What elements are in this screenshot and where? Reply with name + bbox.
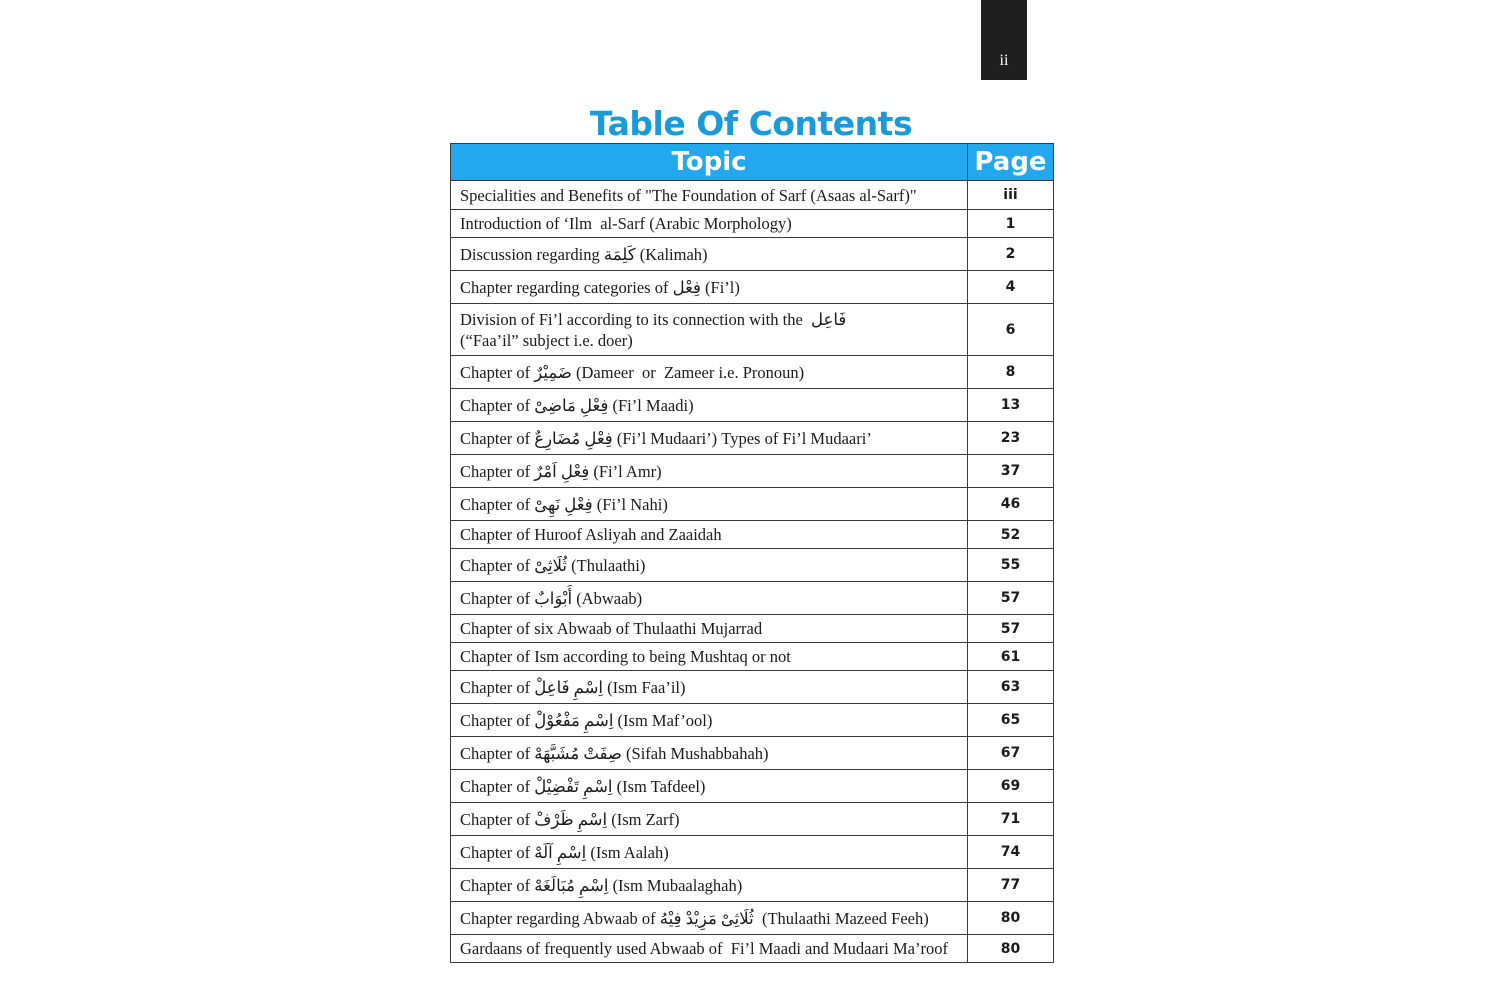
toc-topic-cell: [451, 671, 968, 704]
page-column-header: Page: [968, 144, 1054, 181]
toc-row: [451, 488, 1054, 521]
toc-topic-cell: [451, 704, 968, 737]
toc-topic-text: Chapter of اِسْمِ ظَرْفْ (Ism Zarf): [460, 809, 680, 829]
toc-topic-text: Chapter of صِفَتْ مُشَبَّهَهْ (Sifah Mushabbahah): [460, 743, 769, 763]
toc-page-number: 4: [968, 271, 1054, 304]
toc-row: [451, 737, 1054, 770]
toc-topic-text: Chapter of فِعْلِ نَهِىْ (Fi’l Nahi): [460, 494, 668, 514]
toc-row: [451, 582, 1054, 615]
toc-row: [451, 210, 1054, 238]
toc-topic-text: Chapter of اِسْمِ تَفْضِيْلْ (Ism Tafdeel): [460, 776, 706, 796]
toc-row: [451, 356, 1054, 389]
toc-row: [451, 671, 1054, 704]
toc-topic-text: Chapter of اِسْمِ مَفْعُوْلْ (Ism Maf’ool): [460, 710, 713, 730]
toc-row: [451, 902, 1054, 935]
toc-topic-cell: [451, 238, 968, 271]
toc-page-number: 65: [968, 704, 1054, 737]
toc-row: [451, 238, 1054, 271]
toc-topic-text: Chapter of فِعْلِ اَمْرٌ (Fi’l Amr): [460, 461, 662, 481]
toc-topic-text: Discussion regarding كَلِمَة (Kalimah): [460, 244, 708, 264]
toc-topic-cell: [451, 643, 968, 671]
toc-topic-cell: [451, 422, 968, 455]
toc-page-number: 8: [968, 356, 1054, 389]
toc-row: [451, 935, 1054, 963]
toc-topic-text: Chapter of six Abwaab of Thulaathi Mujarrad: [460, 619, 763, 638]
toc-row: [451, 389, 1054, 422]
toc-topic-text: Chapter of ثُلَاثِىْ (Thulaathi): [460, 555, 646, 575]
toc-topic-cell: [451, 869, 968, 902]
toc-topic-cell: [451, 521, 968, 549]
toc-topic-text: Chapter of اِسْمِ مُبَالَغَهْ (Ism Mubaalaghah): [460, 875, 743, 895]
toc-page-number: 13: [968, 389, 1054, 422]
toc-topic-cell: [451, 271, 968, 304]
toc-topic-cell: [451, 737, 968, 770]
toc-page-number: 61: [968, 643, 1054, 671]
toc-topic-text: Chapter of ضَمِيْرٌ (Dameer or Zameer i.e. Pronoun): [460, 362, 805, 382]
toc-row: [451, 803, 1054, 836]
toc-page-number: 57: [968, 582, 1054, 615]
toc-topic-text: Introduction of ‘Ilm al-Sarf (Arabic Morphology): [460, 214, 792, 233]
toc-page-number: iii: [968, 181, 1054, 210]
toc-page-number: 69: [968, 770, 1054, 803]
toc-topic-text: Specialities and Benefits of "The Foundation of Sarf (Asaas al-Sarf)": [460, 185, 917, 205]
toc-topic-cell: [451, 549, 968, 582]
toc-page-number: 67: [968, 737, 1054, 770]
toc-topic-text: Chapter of اِسْمِ آلَهْ (Ism Aalah): [460, 842, 669, 862]
toc-topic-text: Chapter of فِعْلِ مَاضِىْ (Fi’l Maadi): [460, 395, 694, 415]
toc-page-number: 6: [968, 304, 1054, 356]
toc-page-number: 46: [968, 488, 1054, 521]
toc-page-number: 23: [968, 422, 1054, 455]
toc-topic-cell: [451, 488, 968, 521]
page-title: Table Of Contents: [589, 104, 913, 143]
toc-page-number: 55: [968, 549, 1054, 582]
topic-column-header: Topic: [451, 144, 968, 181]
toc-topic-text: Chapter of اِسْمِ فَاعِلْ (Ism Faa’il): [460, 677, 686, 697]
toc-topic-cell: [451, 181, 968, 210]
toc-topic-cell: [451, 455, 968, 488]
toc-topic-cell: [451, 210, 968, 238]
toc-page-number: 74: [968, 836, 1054, 869]
toc-row: [451, 271, 1054, 304]
toc-topic-text: Gardaans of frequently used Abwaab of Fi’l Maadi and Mudaari Ma’roof: [460, 939, 948, 958]
toc-page-number: 71: [968, 803, 1054, 836]
toc-topic-text: Chapter regarding Abwaab of ثُلَاثِىْ مَزِيْدْ فِيْهُ (Thulaathi Mazeed Feeh): [460, 908, 929, 928]
toc-topic-text: Chapter regarding categories of فِعْل (Fi’l): [460, 277, 740, 297]
toc-row: [451, 304, 1054, 356]
toc-page-number: 63: [968, 671, 1054, 704]
toc-page-number: 80: [968, 902, 1054, 935]
toc-topic-cell: [451, 803, 968, 836]
toc-body: [451, 181, 1054, 963]
toc-topic-cell: [451, 389, 968, 422]
toc-topic-cell: [451, 770, 968, 803]
toc-topic-cell: [451, 582, 968, 615]
page-number-tab: [981, 0, 1027, 80]
toc-header-row: [451, 144, 1054, 181]
toc-topic-cell: [451, 902, 968, 935]
toc-row: [451, 615, 1054, 643]
toc-page-number: 2: [968, 238, 1054, 271]
toc-topic-text: Chapter of فِعْلِ مُضَارِعٌ (Fi’l Mudaari’) Types of Fi’l Mudaari’: [460, 428, 872, 448]
toc-topic-text: Chapter of أَبْوَابٌ (Abwaab): [460, 588, 643, 608]
toc-row: [451, 521, 1054, 549]
toc-topic-text: Division of Fi’l according to its connection with the فَاعِل (“Faa’il” subject i.e. doer): [460, 309, 847, 350]
toc-topic-cell: [451, 615, 968, 643]
toc-row: [451, 549, 1054, 582]
toc-row: [451, 422, 1054, 455]
toc-row: [451, 836, 1054, 869]
toc-row: [451, 643, 1054, 671]
toc-topic-cell: [451, 836, 968, 869]
toc-page-number: 80: [968, 935, 1054, 963]
toc-row: [451, 455, 1054, 488]
toc-page-number: 57: [968, 615, 1054, 643]
toc-topic-text: Chapter of Huroof Asliyah and Zaaidah: [460, 525, 722, 544]
toc-table: [450, 143, 1054, 963]
toc-page-number: 37: [968, 455, 1054, 488]
toc-page-number: 77: [968, 869, 1054, 902]
toc-row: [451, 704, 1054, 737]
page-number: ii: [999, 52, 1009, 69]
toc-row: [451, 181, 1054, 210]
toc-page-number: 52: [968, 521, 1054, 549]
toc-topic-text: Chapter of Ism according to being Mushtaq or not: [460, 647, 791, 666]
toc-topic-cell: [451, 356, 968, 389]
toc-page-number: 1: [968, 210, 1054, 238]
toc-row: [451, 869, 1054, 902]
toc-row: [451, 770, 1054, 803]
toc-topic-cell: [451, 304, 968, 356]
toc-topic-cell: [451, 935, 968, 963]
